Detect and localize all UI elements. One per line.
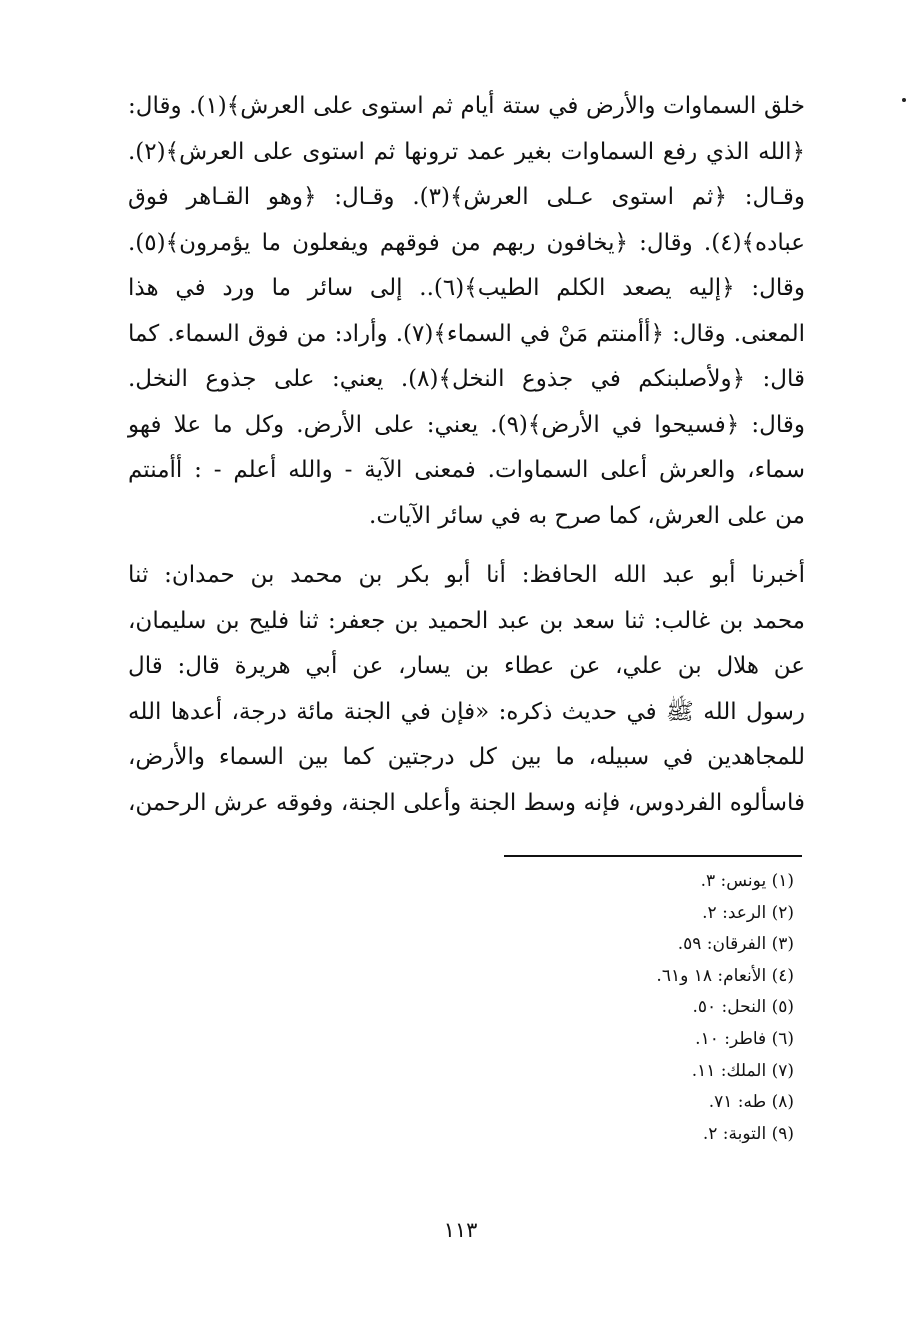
text-line: وقـال: ﴿ثم استوى عـلى العرش﴾(٣). وقـال: ﴿وهو القـاهر فوق bbox=[128, 184, 805, 210]
text-line: وقال: ﴿فسيحوا في الأرض﴾(٩). يعني: على الأرض. وكل ما علا فهو bbox=[128, 411, 805, 438]
footnote-divider bbox=[504, 855, 802, 857]
margin-mark bbox=[902, 98, 906, 102]
footnotes bbox=[504, 866, 794, 1150]
footnote-item: (٨) طه: ٧١. bbox=[708, 1092, 794, 1113]
text-line: محمد بن غالب: ثنا سعد بن عبد الحميد بن جعفر: ثنا فليح بن سليمان، bbox=[128, 607, 805, 634]
text-line: عن هلال بن علي، عن عطاء بن يسار، عن أبي هريرة قال: قال bbox=[128, 653, 805, 679]
text-line: فاسألوه الفردوس، فإنه وسط الجنة وأعلى الجنة، وفوقه عرش الرحمن، bbox=[128, 789, 805, 816]
text-line: وقال: ﴿إليه يصعد الكلم الطيب﴾(٦).. إلى سائر ما ورد في هذا bbox=[128, 275, 805, 301]
text-line: رسول الله ﷺ في حديث ذكره: «فإن في الجنة مائة درجة، أعدها الله bbox=[128, 698, 805, 725]
text-line: سماء، والعرش أعلى السماوات. فمعنى الآية - والله أعلم - : أأمنتم bbox=[128, 457, 805, 483]
paragraph-hadith bbox=[128, 553, 805, 826]
text-line: ﴿الله الذي رفع السماوات بغير عمد ترونها ثم استوى على العرش﴾(٢). bbox=[128, 138, 805, 165]
footnote-item: (٦) فاطر: ١٠. bbox=[695, 1028, 794, 1049]
footnote-item: (٩) التوبة: ٢. bbox=[702, 1123, 794, 1144]
footnote-item: (١) يونس: ٣. bbox=[700, 871, 794, 891]
footnote-item: (٥) النحل: ٥٠. bbox=[692, 997, 794, 1018]
text-line: أخبرنا أبو عبد الله الحافظ: أنا أبو بكر بن محمد بن حمدان: ثنا bbox=[128, 562, 805, 588]
text-line: من على العرش، كما صرح به في سائر الآيات. bbox=[369, 502, 805, 529]
text-line: عباده﴾(٤). وقال: ﴿يخافون ربهم من فوقهم ويفعلون ما يؤمرون﴾(٥). bbox=[128, 229, 805, 256]
page-number: ١١٣ bbox=[443, 1218, 478, 1242]
footnote-item: (٧) الملك: ١١. bbox=[691, 1060, 794, 1081]
text-line: خلق السماوات والأرض في ستة أيام ثم استوى على العرش﴾(١). وقال: bbox=[128, 93, 806, 119]
text-line: المعنى. وقال: ﴿أأمنتم مَنْ في السماء﴾(٧). وأراد: من فوق السماء. كما bbox=[128, 320, 805, 347]
text-line: للمجاهدين في سبيله، ما بين كل درجتين كما بين السماء والأرض، bbox=[128, 744, 805, 770]
paragraph-tafsir bbox=[128, 84, 805, 539]
footnote-item: (٢) الرعد: ٢. bbox=[702, 902, 794, 923]
footnote-item: (٣) الفرقان: ٥٩. bbox=[677, 934, 794, 955]
footnote-item: (٤) الأنعام: ١٨ و٦١. bbox=[656, 965, 794, 986]
text-line: قال: ﴿ولأصلبنكم في جذوع النخل﴾(٨). يعني: على جذوع النخل. bbox=[128, 366, 805, 392]
